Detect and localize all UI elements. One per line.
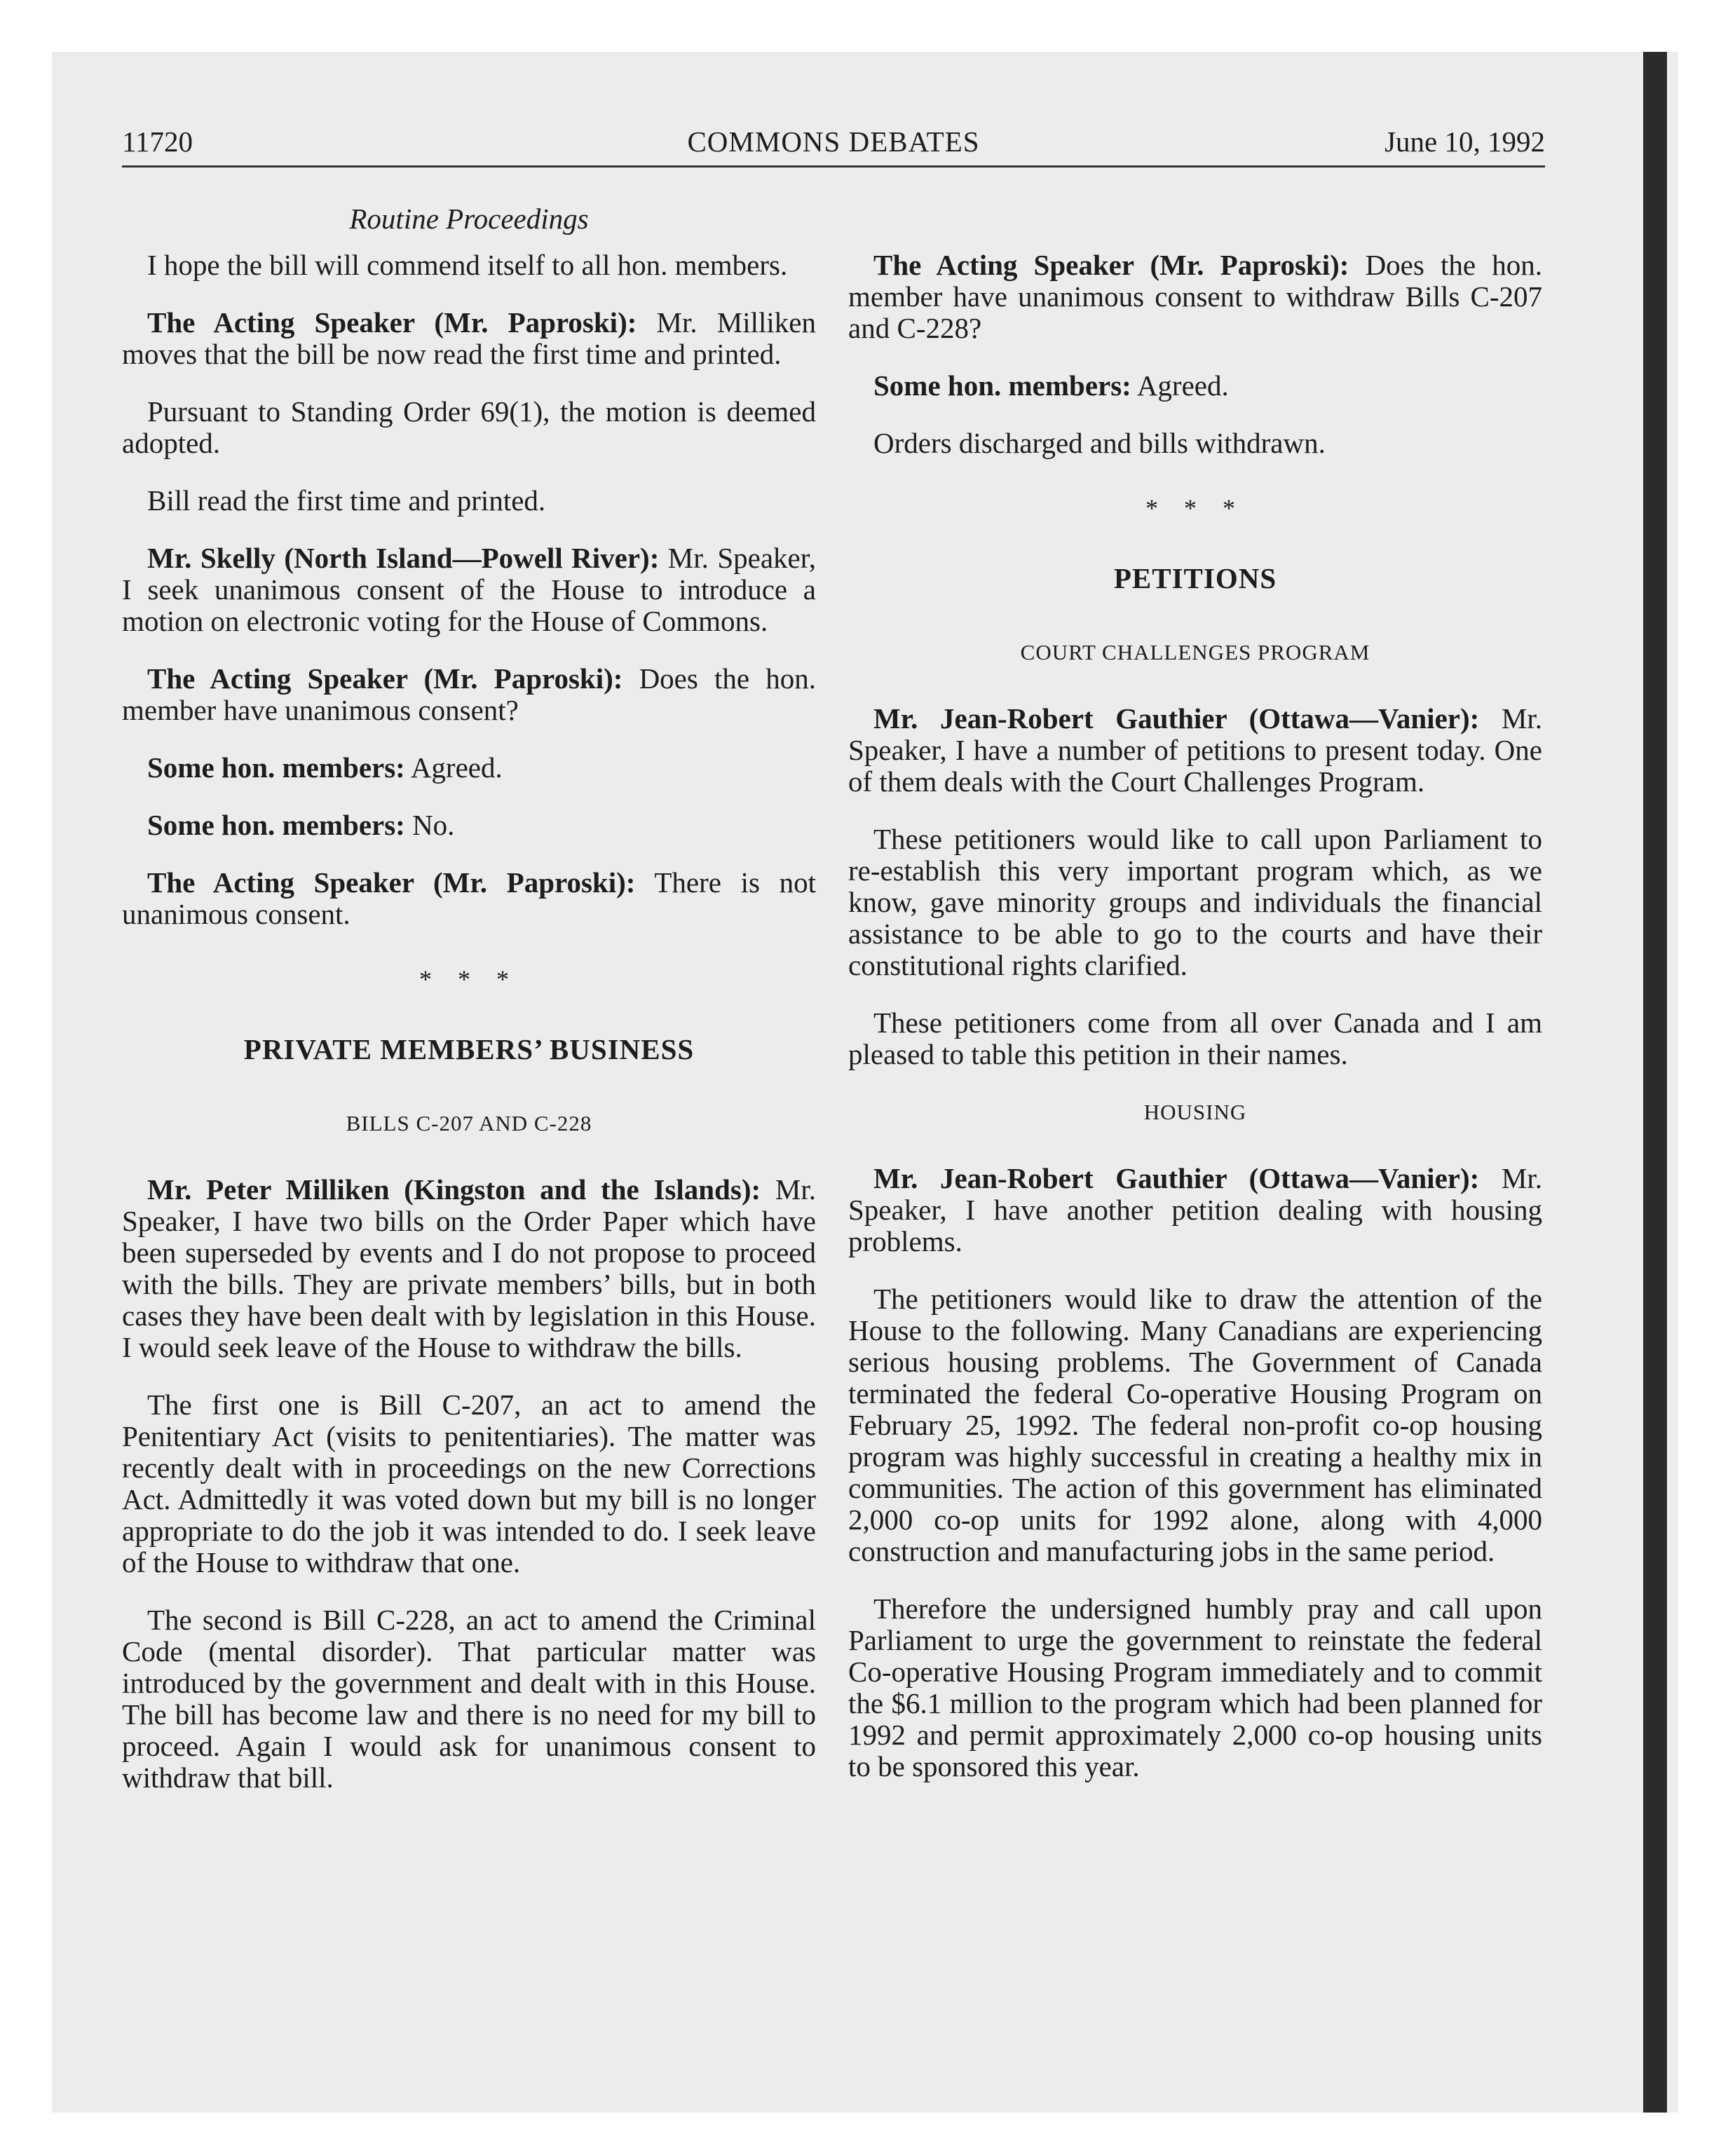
paragraph (848, 428, 1542, 459)
paragraph-text: The petitioners would like to draw the attention of the House to the following. Many Canadians are experiencing serious housing problems. The Government of Canada terminated the federal Co-operative Housing Program on February 25, 1992. The federal non-profit co-op housing program was highly successful in creating a healthy mix in communities. The action of this government has eliminated 2,000 co-op units for 1992 alone, along with 4,000 construction and manufacturing jobs in the same period. (848, 1283, 1542, 1567)
paragraph (848, 1283, 1542, 1567)
paragraph-text: Mr. Speaker, I have two bills on the Order Paper which have been superseded by events and I do not propose to proceed with the bills. They are private members’ bills, but in both cases they have been dealt with by legislation in this House. I would seek leave of the House to withdraw the bills. (122, 1173, 816, 1363)
paragraph-text: There is not unanimous consent. (122, 866, 817, 930)
paragraph-text: Mr. Speaker, I have another petition dealing with housing problems. (848, 1162, 1542, 1257)
paragraph (122, 867, 816, 930)
paragraph-text: Bill read the first time and printed. (147, 484, 546, 517)
paragraph (122, 810, 816, 841)
paragraph (122, 752, 816, 784)
paragraph-text: Does the hon. member have unanimous consent to withdraw Bills C-207 and C-228? (848, 249, 1542, 344)
section-heading: PETITIONS (1113, 562, 1277, 594)
paragraph (848, 370, 1542, 402)
paragraph (848, 703, 1542, 798)
left-column (122, 250, 816, 1820)
paragraph-text: These petitioners come from all over Canada and I am pleased to table this petition in their names. (848, 1007, 1542, 1070)
paragraph-text: Orders discharged and bills withdrawn. (873, 427, 1326, 459)
paragraph (848, 1593, 1542, 1782)
paragraph (122, 1604, 816, 1794)
page-header (122, 125, 1545, 168)
paragraph-text: No. (404, 809, 455, 841)
section-heading: PRIVATE MEMBERS’ BUSINESS (243, 1033, 695, 1065)
section-divider: * * * (1145, 494, 1245, 522)
speaker-name: The Acting Speaker (Mr. Paproski): (147, 866, 636, 899)
paragraph (848, 1007, 1542, 1070)
speaker-name: Some hon. members: (147, 809, 405, 841)
page-number: 11720 (122, 125, 193, 158)
paragraph (848, 250, 1542, 344)
right-column (848, 250, 1542, 1808)
paragraph-text: I hope the bill will commend itself to all hon. members. (147, 249, 788, 281)
paragraph-text: Pursuant to Standing Order 69(1), the motion is deemed adopted. (122, 395, 816, 459)
paragraph (122, 307, 816, 370)
speaker-name: The Acting Speaker (Mr. Paproski): (873, 249, 1349, 281)
paragraph-text: Mr. Milliken moves that the bill be now read the first time and printed. (122, 306, 816, 370)
section-subheading: HOUSING (1143, 1100, 1247, 1124)
paragraph (122, 663, 816, 726)
paragraph (122, 1389, 816, 1578)
speaker-name: Mr. Jean-Robert Gauthier (Ottawa—Vanier): (873, 1162, 1480, 1194)
speaker-name: Mr. Peter Milliken (Kingston and the Islands): (147, 1173, 761, 1206)
paragraph (848, 1163, 1542, 1257)
paragraph (848, 824, 1542, 981)
section-subheading: BILLS C-207 AND C-228 (346, 1111, 592, 1135)
paragraph-text: Agreed. (1131, 369, 1229, 402)
speaker-name: Some hon. members: (873, 369, 1131, 402)
speaker-name: Some hon. members: (147, 751, 405, 784)
paragraph (122, 543, 816, 637)
paragraph-text: Does the hon. member have unanimous consent? (122, 662, 816, 726)
scan-edge-shadow (1643, 52, 1667, 2113)
speaker-name: Mr. Skelly (North Island—Powell River): (147, 542, 660, 574)
paragraph-text: Therefore the undersigned humbly pray and call upon Parliament to urge the government to reinstate the federal Co-operative Housing Program immediately and to commit the $6.1 million to the program which had been planned for 1992 and permit approximately 2,000 co-op housing units to be sponsored this year. (848, 1592, 1542, 1782)
speaker-name: Mr. Jean-Robert Gauthier (Ottawa—Vanier): (873, 702, 1480, 735)
paragraph-text: Mr. Speaker, I seek unanimous consent of the House to introduce a motion on electronic voting for the House of Commons. (122, 542, 816, 637)
section-divider: * * * (419, 965, 519, 993)
paragraph-text: Mr. Speaker, I have a number of petitions to present today. One of them deals with the Court Challenges Program. (848, 702, 1542, 798)
paragraph-text: The first one is Bill C-207, an act to amend the Penitentiary Act (visits to penitentiaries). The matter was recently dealt with in proceedings on the new Corrections Act. Admittedly it was voted down but my bill is no longer appropriate to do the job it was intended to do. I seek leave of the House to withdraw that one. (122, 1389, 816, 1578)
speaker-name: The Acting Speaker (Mr. Paproski): (147, 662, 623, 695)
paragraph (122, 1174, 816, 1363)
paragraph-text: The second is Bill C-228, an act to amend the Criminal Code (mental disorder). That particular matter was introduced by the government and dealt with in this House. The bill has become law and there is no need for my bill to proceed. Again I would ask for unanimous consent to withdraw that bill. (122, 1604, 816, 1794)
paragraph-text: These petitioners would like to call upon Parliament to re-establish this very important program which, as we know, gave minority groups and individuals the financial assistance to be able to go to the courts and have their constitutional rights clarified. (848, 823, 1542, 981)
publication-title: COMMONS DEBATES (687, 125, 980, 158)
paragraph (122, 250, 816, 281)
paragraph-text: Agreed. (404, 751, 503, 784)
section-subheading: COURT CHALLENGES PROGRAM (1020, 640, 1370, 664)
running-head: Routine Proceedings (349, 203, 589, 235)
paragraph (122, 396, 816, 459)
paragraph (122, 485, 816, 517)
publication-date: June 10, 1992 (1384, 125, 1545, 158)
speaker-name: The Acting Speaker (Mr. Paproski): (147, 306, 637, 339)
